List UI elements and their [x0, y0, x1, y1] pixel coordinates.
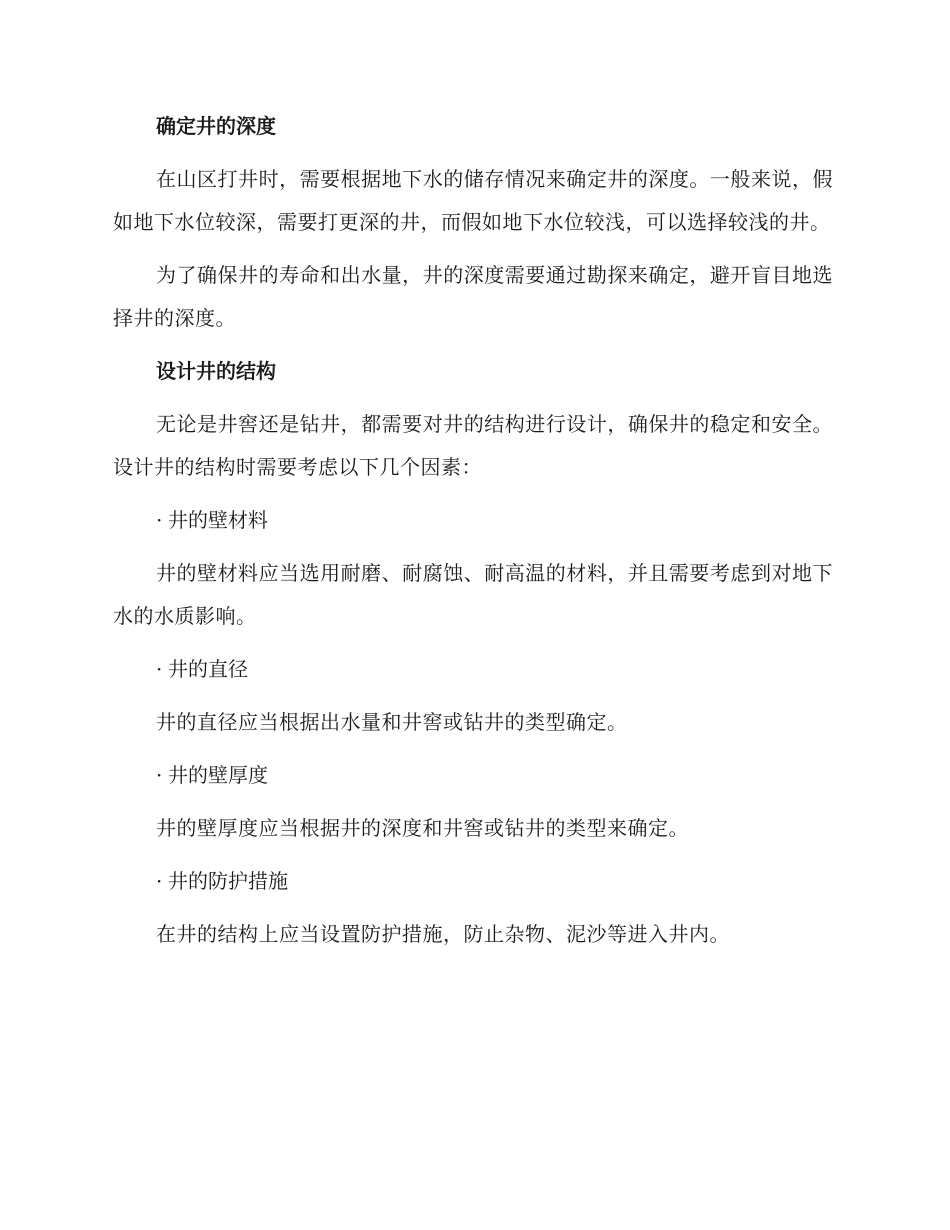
list-item-label: 井的防护措施: [168, 869, 288, 893]
bullet-dot: ·: [156, 657, 163, 681]
paragraph-wall-material: 井的壁材料应当选用耐磨、耐腐蚀、耐高温的材料，并且需要考虑到对地下水的水质影响。: [113, 561, 833, 628]
bullet-dot: ·: [156, 508, 163, 532]
bullet-dot: ·: [156, 763, 163, 787]
list-item-label: 井的直径: [168, 657, 248, 681]
list-item-diameter: [113, 648, 833, 691]
paragraph-structure-intro: 无论是井窖还是钻井，都需要对井的结构进行设计，确保井的稳定和安全。设计井的结构时需要考虑以下几个因素：: [113, 412, 833, 479]
section-heading-structure: 设计井的结构: [156, 359, 276, 383]
paragraph-diameter: 井的直径应当根据出水量和井窖或钻井的类型确定。: [156, 710, 628, 734]
document-page: [113, 105, 833, 966]
list-item-protection: [113, 860, 833, 903]
list-item-label: 井的壁厚度: [168, 763, 268, 787]
paragraph-wall-thickness: 井的壁厚度应当根据井的深度和井窖或钻井的类型来确定。: [156, 816, 689, 840]
section-heading-depth: 确定井的深度: [156, 114, 276, 138]
list-item-label: 井的壁材料: [168, 508, 268, 532]
list-item-wall-thickness: [113, 754, 833, 797]
paragraph-depth-2: 为了确保井的寿命和出水量，井的深度需要通过勘探来确定，避开盲目地选择井的深度。: [113, 263, 833, 330]
paragraph-depth-1: 在山区打井时，需要根据地下水的储存情况来确定井的深度。一般来说，假如地下水位较深，需要打更深的井，而假如地下水位较浅，可以选择较浅的井。: [113, 167, 833, 234]
bullet-dot: ·: [156, 869, 163, 893]
paragraph-protection: 在井的结构上应当设置防护措施，防止杂物、泥沙等进入井内。: [156, 922, 730, 946]
list-item-wall-material: [113, 499, 833, 542]
